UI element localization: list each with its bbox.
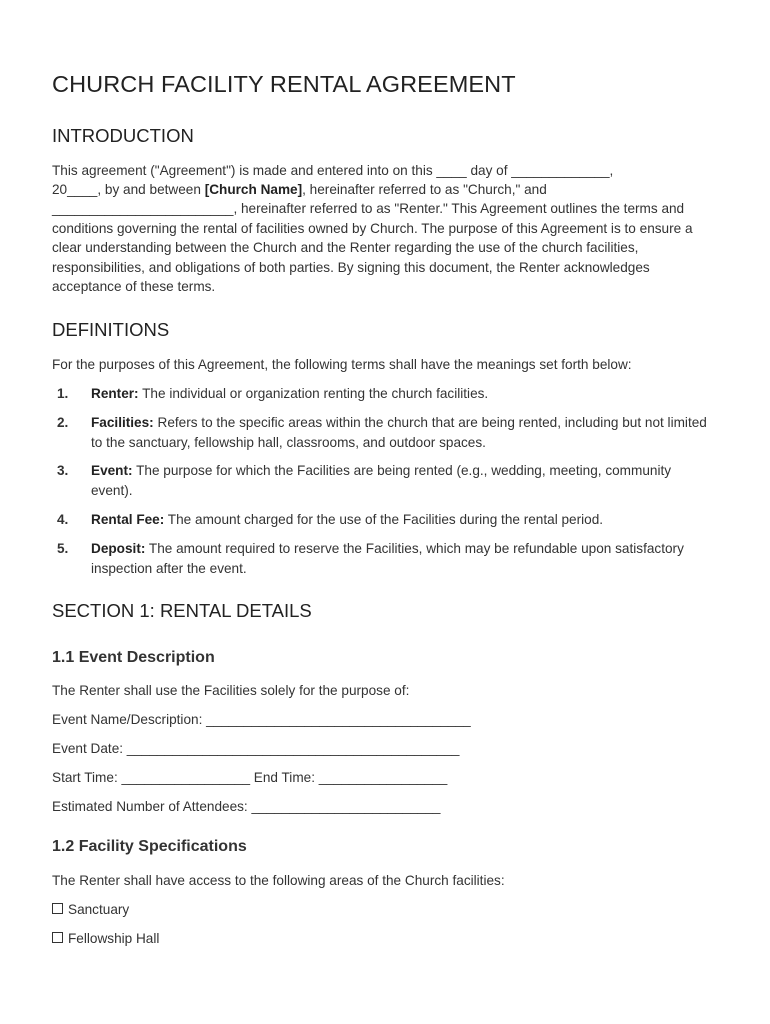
definition-number: 2. (57, 415, 69, 430)
event-time-fields: Start Time: _________________ End Time: _________________ (52, 770, 448, 785)
attendees-field: Estimated Number of Attendees: _________________________ (52, 799, 441, 814)
event-name-field: Event Name/Description: ___________________________________ (52, 712, 471, 727)
definition-text (91, 510, 721, 530)
event-description-heading: 1.1 Event Description (52, 649, 215, 666)
definition-number: 4. (57, 512, 69, 527)
definition-number: 5. (57, 541, 69, 556)
definition-text (91, 539, 701, 578)
checkbox-icon (52, 903, 63, 914)
facility-specifications-intro: The Renter shall have access to the following areas of the Church facilities: (52, 873, 505, 888)
definitions-intro: For the purposes of this Agreement, the following terms shall have the meanings set forth below: (52, 357, 632, 372)
definition-number: 1. (57, 386, 69, 401)
facility-option-sanctuary (52, 900, 129, 920)
facility-option-label: Sanctuary (68, 902, 130, 917)
introduction-body: ________________________, hereinafter referred to as "Renter." This Agreement outlines the terms and conditions governing the rental of facilities owned by Church. The purpose of this Agreement is to ensure a clear understanding between the Church and the Renter regarding the use of the church facilities, responsibilities, and obligations of both parties. By signing this document, the Renter acknowledges acceptance of these terms. (52, 201, 693, 294)
definition-term: Rental Fee: (91, 512, 165, 527)
introduction-line-1: This agreement ("Agreement") is made and entered into on this ____ day of _____________, (52, 163, 614, 178)
definitions-heading: DEFINITIONS (52, 319, 170, 340)
facility-specifications-heading: 1.2 Facility Specifications (52, 838, 247, 855)
facility-option-label: Fellowship Hall (68, 931, 160, 946)
definition-text (91, 413, 721, 452)
definition-term: Event: (91, 463, 133, 478)
church-name-placeholder: [Church Name] (204, 182, 303, 197)
definition-description: Refers to the specific areas within the church that are being rented, including but not limited to the sanctuary, fellowship hall, classrooms, and outdoor spaces. (91, 415, 707, 450)
introduction-line-2-post: , hereinafter referred to as "Church," and (302, 182, 547, 197)
definition-description: The purpose for which the Facilities are being rented (e.g., wedding, meeting, community event). (91, 463, 672, 498)
definition-text (91, 461, 691, 500)
facility-option-fellowship-hall (52, 929, 159, 949)
introduction-line-2-pre: 20____, by and between (52, 182, 205, 197)
document-title: CHURCH FACILITY RENTAL AGREEMENT (52, 71, 516, 97)
definition-term: Renter: (91, 386, 139, 401)
event-date-field: Event Date: ____________________________________________ (52, 741, 460, 756)
checkbox-icon (52, 932, 63, 943)
definition-term: Facilities: (91, 415, 154, 430)
introduction-heading: INTRODUCTION (52, 125, 194, 146)
definition-text (91, 384, 721, 404)
event-description-intro: The Renter shall use the Facilities solely for the purpose of: (52, 683, 410, 698)
introduction-line-2 (52, 180, 547, 200)
definition-number: 3. (57, 463, 69, 478)
definition-description: The individual or organization renting the church facilities. (138, 386, 489, 401)
definition-term: Deposit: (91, 541, 146, 556)
definition-description: The amount charged for the use of the Facilities during the rental period. (164, 512, 604, 527)
section-1-heading: SECTION 1: RENTAL DETAILS (52, 600, 312, 621)
definition-description: The amount required to reserve the Facilities, which may be refundable upon satisfactory inspection after the event. (91, 541, 684, 576)
